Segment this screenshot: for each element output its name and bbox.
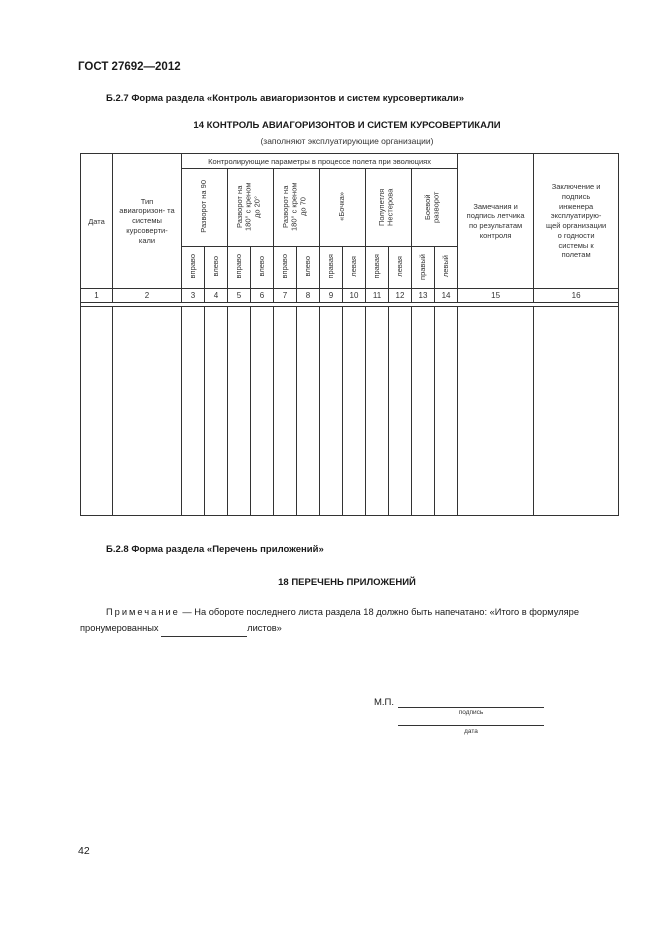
entry-cell[interactable] bbox=[182, 307, 205, 516]
entry-cell[interactable] bbox=[251, 307, 274, 516]
signature-line[interactable] bbox=[398, 707, 544, 708]
header-group: Контролирующие параметры в процессе полета при эволюциях bbox=[182, 154, 458, 169]
header-maneuver-2: Разворот на 180° с креном до 20° bbox=[228, 169, 274, 247]
section18-title: 18 ПЕРЕЧЕНЬ ПРИЛОЖЕНИЙ bbox=[278, 577, 416, 588]
subheader-cell: правая bbox=[320, 247, 343, 289]
entry-cell[interactable] bbox=[366, 307, 389, 516]
column-number: 1 bbox=[81, 289, 113, 303]
note-text: — На обороте последнего листа раздела 18 должно быть напечатано: «Итого в формуляре пронумерованных bbox=[80, 607, 580, 633]
column-number: 8 bbox=[297, 289, 320, 303]
note-label: Примечание bbox=[106, 607, 180, 617]
subheader-cell: вправо bbox=[274, 247, 297, 289]
form14-table bbox=[80, 153, 619, 516]
sheet-count-blank[interactable] bbox=[161, 620, 247, 637]
column-number: 4 bbox=[205, 289, 228, 303]
column-number: 5 bbox=[228, 289, 251, 303]
subheader-cell: левая bbox=[389, 247, 412, 289]
column-number: 15 bbox=[458, 289, 534, 303]
subheader-cell: влево bbox=[251, 247, 274, 289]
entry-cell[interactable] bbox=[113, 307, 182, 516]
standard-header: ГОСТ 27692—2012 bbox=[78, 61, 181, 73]
column-number: 12 bbox=[389, 289, 412, 303]
header-date: Дата bbox=[81, 154, 113, 289]
entry-cell[interactable] bbox=[534, 307, 619, 516]
entry-cell[interactable] bbox=[343, 307, 366, 516]
section-b27-title: Б.2.7 Форма раздела «Контроль авиагоризонтов и систем курсовертикали» bbox=[106, 93, 464, 104]
column-number: 9 bbox=[320, 289, 343, 303]
subheader-cell: вправо bbox=[228, 247, 251, 289]
form14-subtitle: (заполняют эксплуатирующие организации) bbox=[260, 136, 434, 146]
note-text-end: листов» bbox=[247, 623, 282, 633]
entry-cell[interactable] bbox=[228, 307, 251, 516]
header-maneuver-1: Разворот на 90 bbox=[182, 169, 228, 247]
subheader-cell: влево bbox=[205, 247, 228, 289]
column-number: 11 bbox=[366, 289, 389, 303]
date-caption: дата bbox=[464, 728, 478, 735]
form14-title: 14 КОНТРОЛЬ АВИАГОРИЗОНТОВ И СИСТЕМ КУРСОВЕРТИКАЛИ bbox=[193, 120, 501, 131]
entry-cell[interactable] bbox=[435, 307, 458, 516]
header-conclusion: Заключение и подпись инженера эксплуатирую- щей организации о годности системы к полетам bbox=[534, 154, 619, 289]
column-number: 14 bbox=[435, 289, 458, 303]
subheader-cell: вправо bbox=[182, 247, 205, 289]
section-b28-title: Б.2.8 Форма раздела «Перечень приложений» bbox=[106, 544, 324, 555]
entry-cell[interactable] bbox=[458, 307, 534, 516]
subheader-cell: правая bbox=[366, 247, 389, 289]
header-type: Тип авиагоризон- та системы курсоверти- кали bbox=[113, 154, 182, 289]
column-number: 16 bbox=[534, 289, 619, 303]
signature-caption: подпись bbox=[458, 709, 484, 716]
column-number: 13 bbox=[412, 289, 435, 303]
entry-cell[interactable] bbox=[389, 307, 412, 516]
subheader-cell: влево bbox=[297, 247, 320, 289]
entry-cell[interactable] bbox=[274, 307, 297, 516]
subheader-cell: левый bbox=[435, 247, 458, 289]
header-maneuver-4: «Бочка» bbox=[320, 169, 366, 247]
stamp-label: М.П. bbox=[374, 697, 395, 708]
note-paragraph bbox=[80, 604, 625, 637]
entry-cell[interactable] bbox=[297, 307, 320, 516]
entry-cell[interactable] bbox=[205, 307, 228, 516]
page-number: 42 bbox=[78, 845, 90, 857]
column-number: 2 bbox=[113, 289, 182, 303]
column-number: 3 bbox=[182, 289, 205, 303]
entry-cell[interactable] bbox=[81, 307, 113, 516]
subheader-cell: левая bbox=[343, 247, 366, 289]
header-maneuver-5: Полупетля Нестерова bbox=[366, 169, 412, 247]
column-number: 7 bbox=[274, 289, 297, 303]
column-number: 10 bbox=[343, 289, 366, 303]
entry-cell[interactable] bbox=[320, 307, 343, 516]
header-maneuver-6: Боевой разворот bbox=[412, 169, 458, 247]
subheader-cell: правый bbox=[412, 247, 435, 289]
date-line[interactable] bbox=[398, 725, 544, 726]
form-entry-row bbox=[81, 307, 619, 516]
column-number: 6 bbox=[251, 289, 274, 303]
header-remarks: Замечания и подпись летчика по результатам контроля bbox=[458, 154, 534, 289]
header-maneuver-3: Разворот на 180° с креном до 70 bbox=[274, 169, 320, 247]
entry-cell[interactable] bbox=[412, 307, 435, 516]
